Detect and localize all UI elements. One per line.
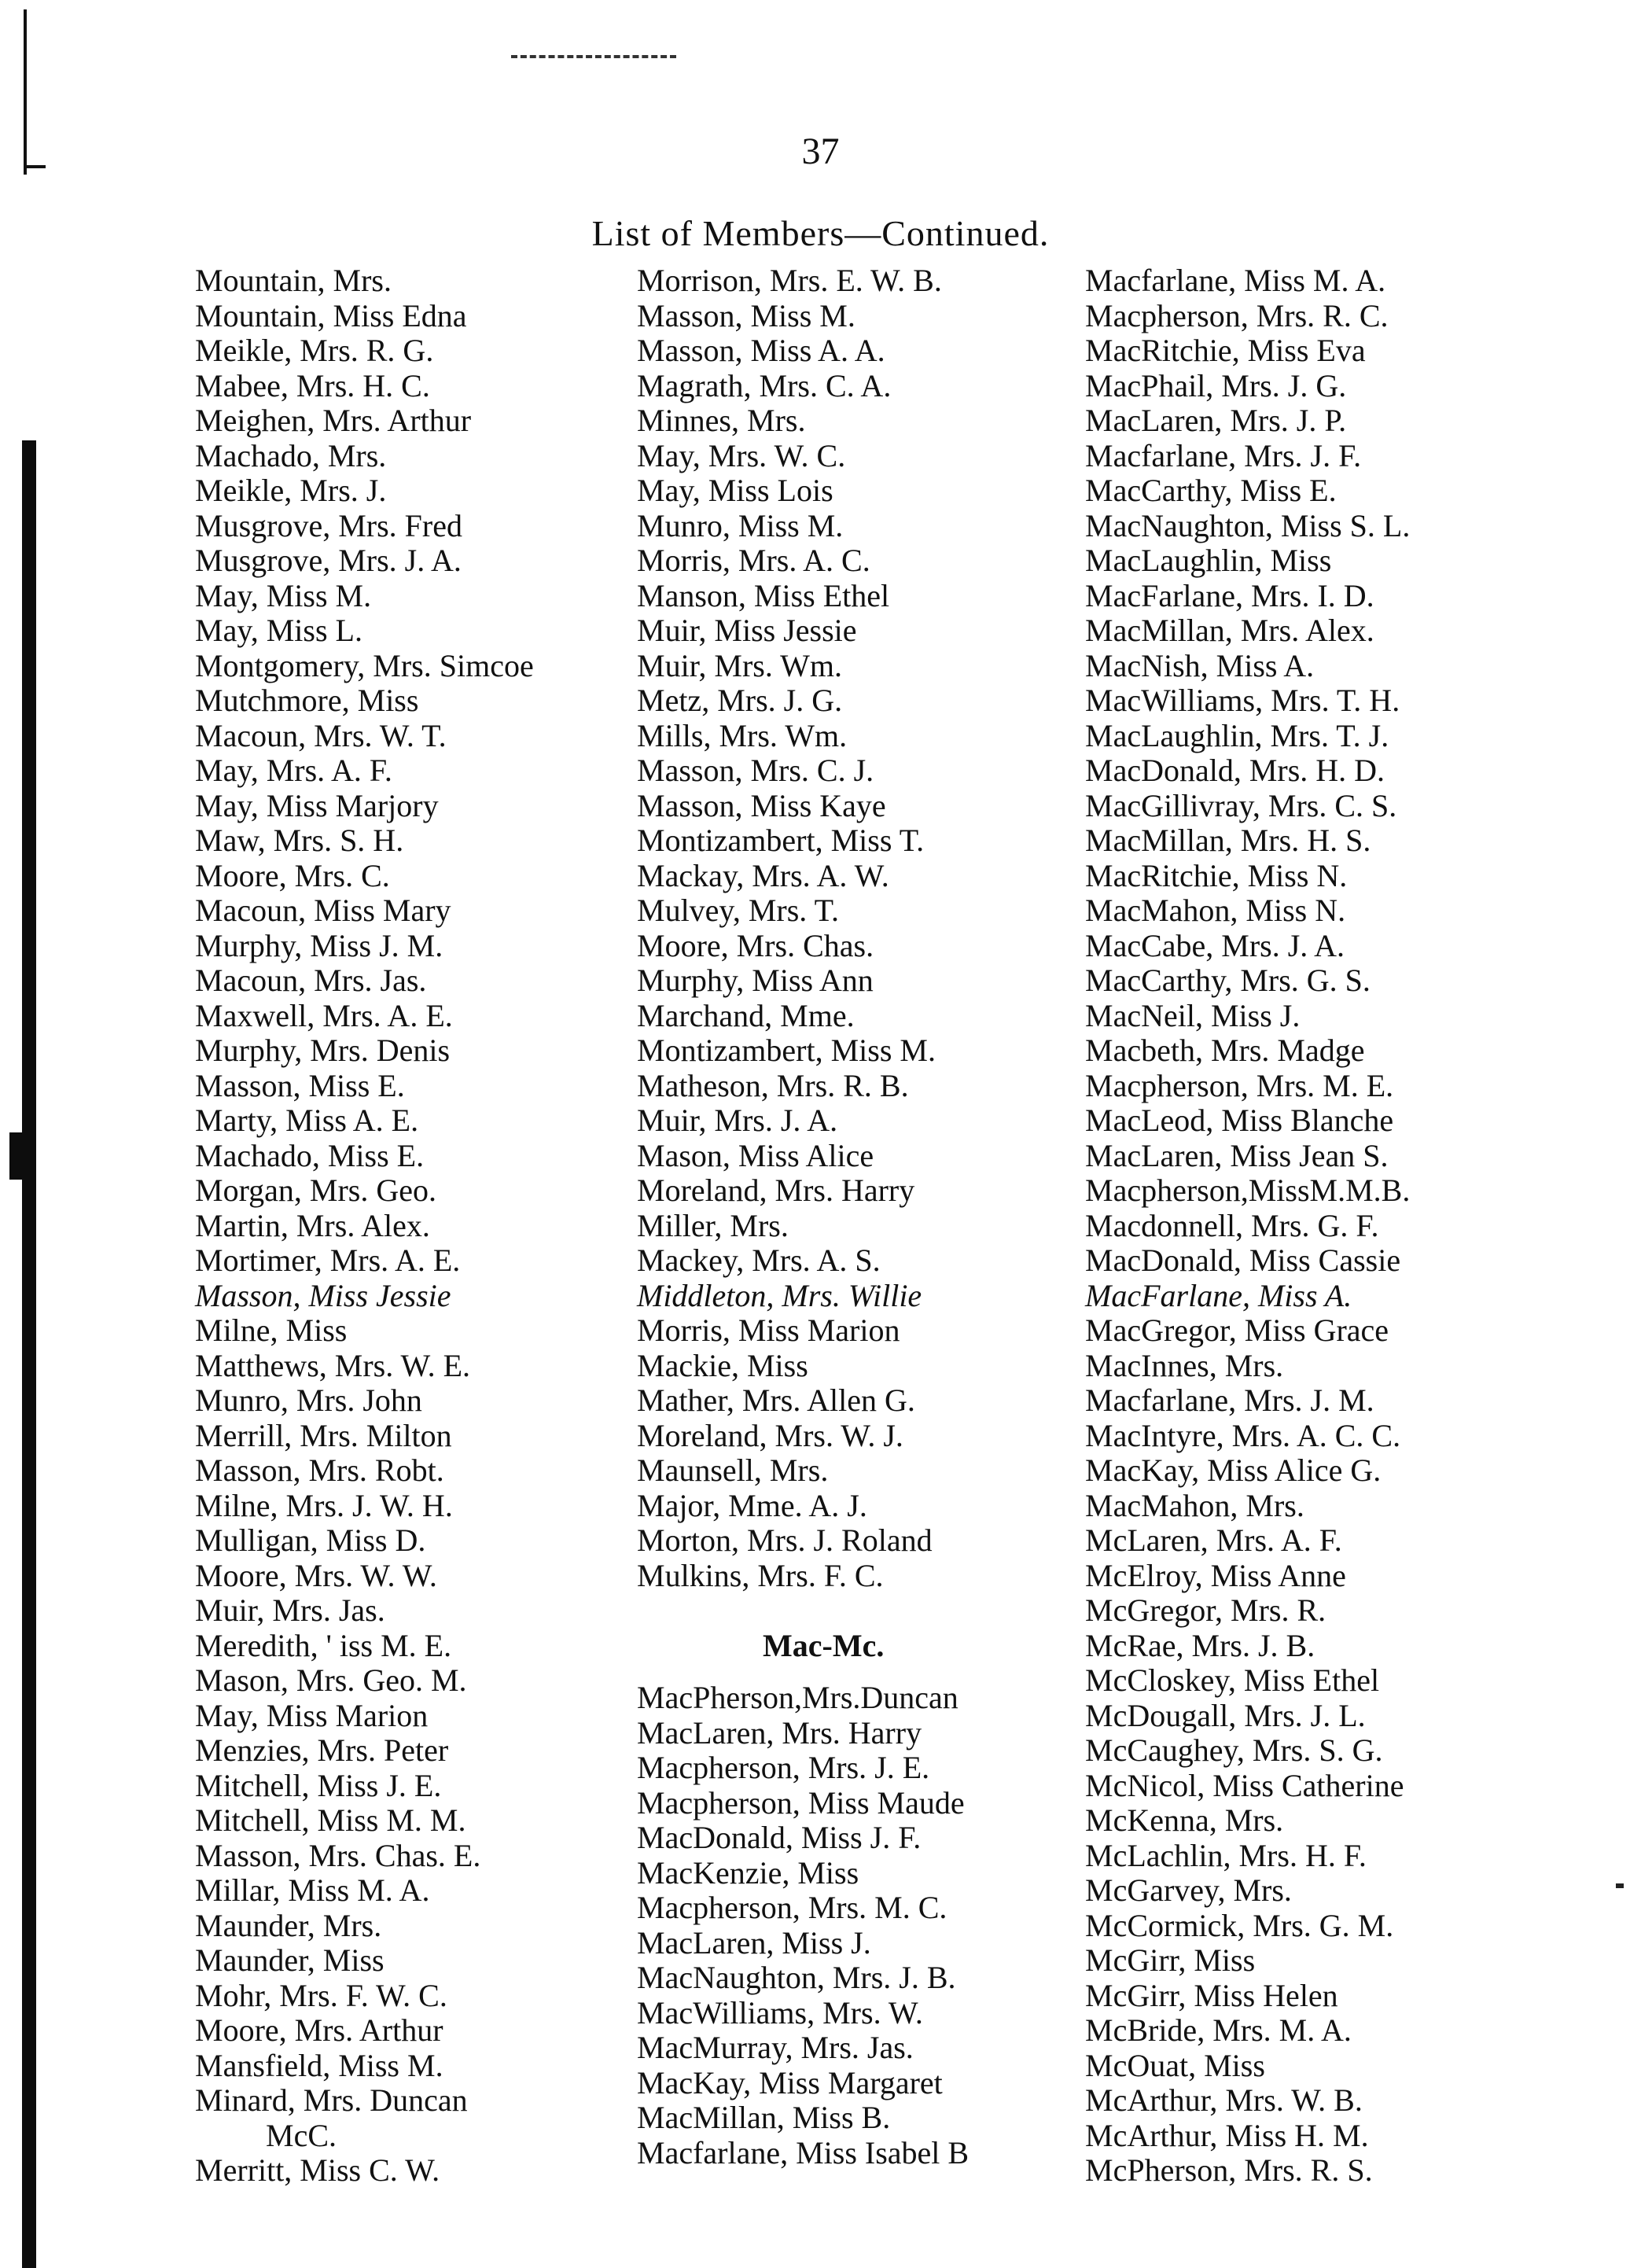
- member-entry: McLaren, Mrs. A. F.: [1085, 1522, 1342, 1558]
- edge-dot: [1616, 1883, 1624, 1888]
- member-entry: Meredith, ' iss M. E.: [195, 1627, 452, 1663]
- member-entry: Moreland, Mrs. W. J.: [637, 1417, 903, 1453]
- member-entry: Maw, Mrs. S. H.: [195, 823, 404, 858]
- member-entry: Montizambert, Miss T.: [637, 823, 925, 858]
- member-entry: Macpherson, Miss Maude: [637, 1784, 965, 1821]
- member-column-left: [195, 263, 534, 2189]
- member-entry: Matthews, Mrs. W. E.: [195, 1347, 470, 1383]
- member-entry: MacLaren, Miss J.: [637, 1924, 871, 1961]
- member-entry: Mitchell, Miss M. M.: [195, 1802, 466, 1838]
- member-entry: Moreland, Mrs. Harry: [637, 1173, 915, 1208]
- member-entry: MacDonald, Miss Cassie: [1085, 1243, 1401, 1278]
- member-entry: Macfarlane, Miss M. A.: [1085, 263, 1386, 298]
- section-subheading: Mac-Mc.: [763, 1627, 885, 1663]
- member-entry: Mulligan, Miss D.: [195, 1522, 426, 1558]
- member-entry: MacMillan, Miss B.: [637, 2100, 891, 2135]
- member-entry: Magrath, Mrs. C. A.: [637, 367, 892, 403]
- member-entry: Major, Mme. A. J.: [637, 1487, 867, 1523]
- member-entry: McArthur, Mrs. W. B.: [1085, 2082, 1363, 2118]
- member-entry: Mitchell, Miss J. E.: [195, 1767, 442, 1803]
- member-entry: McGirr, Miss: [1085, 1942, 1256, 1978]
- member-entry: Macbeth, Mrs. Madge: [1085, 1033, 1365, 1068]
- member-entry: McNicol, Miss Catherine: [1085, 1767, 1404, 1803]
- member-entry: Mortimer, Mrs. A. E.: [195, 1243, 461, 1278]
- page-heading: List of Members—Continued.: [591, 213, 1050, 253]
- member-entry: May, Mrs. A. F.: [195, 753, 392, 788]
- member-entry: MacLaughlin, Mrs. T. J.: [1085, 717, 1389, 753]
- member-entry: MacKenzie, Miss: [637, 1854, 859, 1891]
- member-entry: Merritt, Miss C. W.: [195, 2152, 440, 2188]
- member-entry: Minard, Mrs. Duncan: [195, 2082, 468, 2118]
- member-entry: McCormick, Mrs. G. M.: [1085, 1907, 1394, 1943]
- member-entry: Macoun, Mrs. W. T.: [195, 717, 447, 753]
- member-entry: Masson, Miss Kaye: [637, 787, 886, 823]
- member-entry: May, Miss M.: [195, 577, 372, 613]
- member-entry: MacNaughton, Miss S. L.: [1085, 507, 1411, 543]
- member-entry: MacMahon, Mrs.: [1085, 1487, 1304, 1523]
- member-entry: Mohr, Mrs. F. W. C.: [195, 1977, 447, 2013]
- member-entry: May, Miss Marion: [195, 1697, 429, 1733]
- member-entry: Muir, Mrs. J. A.: [637, 1103, 838, 1138]
- member-entry: Maunsell, Mrs.: [637, 1452, 829, 1488]
- member-entry: MacNish, Miss A.: [1085, 647, 1315, 683]
- member-entry: MacGillivray, Mrs. C. S.: [1085, 787, 1397, 823]
- member-entry: Moore, Mrs. Chas.: [637, 927, 874, 963]
- member-entry: Morrison, Mrs. E. W. B.: [637, 263, 942, 298]
- member-entry: Morgan, Mrs. Geo.: [195, 1173, 437, 1208]
- member-entry: MacCarthy, Miss E.: [1085, 473, 1337, 508]
- member-entry: MacMurray, Mrs. Jas.: [637, 2030, 914, 2065]
- member-entry: MacMahon, Miss N.: [1085, 893, 1346, 928]
- member-entry: Millar, Miss M. A.: [195, 1872, 430, 1908]
- member-entry: Mackay, Mrs. A. W.: [637, 857, 889, 893]
- member-entry: MacFarlane, Miss A.: [1085, 1277, 1352, 1313]
- member-entry: Macfarlane, Mrs. J. F.: [1085, 437, 1362, 473]
- member-entry: Muir, Mrs. Wm.: [637, 647, 842, 683]
- member-entry: MacLaren, Mrs. J. P.: [1085, 403, 1347, 438]
- member-entry: Meighen, Mrs. Arthur: [195, 403, 472, 438]
- member-entry: Murphy, Mrs. Denis: [195, 1033, 451, 1068]
- member-entry: Mansfield, Miss M.: [195, 2047, 443, 2083]
- member-entry: Middleton, Mrs. Willie: [637, 1277, 922, 1313]
- member-entry: Metz, Mrs. J. G.: [637, 683, 843, 718]
- member-entry: Macpherson, Mrs. R. C.: [1085, 297, 1389, 333]
- member-entry: MacInnes, Mrs.: [1085, 1347, 1284, 1383]
- member-entry: MacNaughton, Mrs. J. B.: [637, 1960, 956, 1995]
- member-entry: Marchand, Mme.: [637, 997, 855, 1033]
- member-entry: McBride, Mrs. M. A.: [1085, 2012, 1352, 2048]
- spacer: [637, 1593, 969, 1629]
- member-entry: Moore, Mrs. C.: [195, 857, 390, 893]
- member-entry: Milne, Miss: [195, 1313, 348, 1348]
- member-entry: MacKay, Miss Margaret: [637, 2064, 943, 2100]
- member-entry: Miller, Mrs.: [637, 1207, 789, 1243]
- member-entry: MacPherson,Mrs.Duncan: [637, 1680, 958, 1715]
- page-number: 37: [801, 131, 840, 172]
- member-entry: Macoun, Miss Mary: [195, 893, 451, 928]
- member-entry: MacWilliams, Mrs. T. H.: [1085, 683, 1400, 718]
- member-entry: Machado, Mrs.: [195, 437, 387, 473]
- member-entry: MacRitchie, Miss Eva: [1085, 333, 1366, 368]
- member-entry: McDougall, Mrs. J. L.: [1085, 1697, 1366, 1733]
- member-entry: Meikle, Mrs. R. G.: [195, 333, 434, 368]
- member-entry: Maunder, Mrs.: [195, 1907, 382, 1943]
- member-entry: MacGregor, Miss Grace: [1085, 1313, 1389, 1348]
- member-entry: Moore, Mrs. Arthur: [195, 2012, 443, 2048]
- member-entry: Macpherson, Mrs. M. E.: [1085, 1067, 1394, 1103]
- member-entry: Maunder, Miss: [195, 1942, 384, 1978]
- member-entry: Morton, Mrs. J. Roland: [637, 1522, 933, 1558]
- member-entry: MacDonald, Miss J. F.: [637, 1820, 922, 1855]
- member-entry: Murphy, Miss J. M.: [195, 927, 443, 963]
- member-entry: McElroy, Miss Anne: [1085, 1557, 1346, 1593]
- member-entry: Macpherson, Mrs. M. C.: [637, 1890, 947, 1925]
- member-entry: MacLaren, Mrs. Harry: [637, 1714, 922, 1751]
- member-entry: Matheson, Mrs. R. B.: [637, 1067, 909, 1103]
- member-entry: Mulkins, Mrs. F. C.: [637, 1557, 884, 1593]
- member-entry: Milne, Mrs. J. W. H.: [195, 1487, 453, 1523]
- member-entry: Montizambert, Miss M.: [637, 1033, 936, 1068]
- member-entry: Machado, Miss E.: [195, 1137, 425, 1173]
- member-entry: MacLaughlin, Miss: [1085, 543, 1332, 578]
- member-entry: Macpherson, Mrs. J. E.: [637, 1750, 930, 1785]
- member-entry: MacIntyre, Mrs. A. C. C.: [1085, 1417, 1401, 1453]
- member-entry: McArthur, Miss H. M.: [1085, 2117, 1369, 2153]
- member-entry: Masson, Mrs. Chas. E.: [195, 1837, 481, 1873]
- member-entry: Masson, Miss Jessie: [195, 1277, 451, 1313]
- member-entry: MacCabe, Mrs. J. A.: [1085, 927, 1345, 963]
- member-entry: McPherson, Mrs. R. S.: [1085, 2152, 1373, 2188]
- member-entry: Muir, Mrs. Jas.: [195, 1592, 385, 1628]
- member-entry: Maxwell, Mrs. A. E.: [195, 997, 453, 1033]
- member-entry: McCaughey, Mrs. S. G.: [1085, 1732, 1383, 1768]
- member-entry: Macfarlane, Mrs. J. M.: [1085, 1383, 1374, 1418]
- member-entry: May, Mrs. W. C.: [637, 437, 846, 473]
- member-entry: Meikle, Mrs. J.: [195, 473, 387, 508]
- member-entry: Masson, Miss M.: [637, 297, 855, 333]
- member-entry: MacMillan, Mrs. H. S.: [1085, 823, 1371, 858]
- member-entry: Mather, Mrs. Allen G.: [637, 1383, 915, 1418]
- member-entry: McC.: [266, 2117, 337, 2153]
- member-entry: MacMillan, Mrs. Alex.: [1085, 613, 1374, 648]
- member-entry: Munro, Mrs. John: [195, 1383, 422, 1418]
- member-entry: Minnes, Mrs.: [637, 403, 806, 438]
- member-entry: MacLeod, Miss Blanche: [1085, 1103, 1394, 1138]
- member-entry: Murphy, Miss Ann: [637, 963, 874, 998]
- member-entry: MacCarthy, Mrs. G. S.: [1085, 963, 1371, 998]
- member-entry: McGarvey, Mrs.: [1085, 1872, 1292, 1908]
- member-entry: Moore, Mrs. W. W.: [195, 1557, 437, 1593]
- scan-dash-mark: [511, 55, 676, 63]
- member-entry: MacRitchie, Miss N.: [1085, 857, 1348, 893]
- member-column-right: [1085, 263, 1410, 2189]
- member-entry: McRae, Mrs. J. B.: [1085, 1627, 1315, 1663]
- member-entry: Mason, Miss Alice: [637, 1137, 874, 1173]
- member-entry: MacFarlane, Mrs. I. D.: [1085, 577, 1374, 613]
- member-entry: McKenna, Mrs.: [1085, 1802, 1284, 1838]
- member-entry: MacPhail, Mrs. J. G.: [1085, 367, 1347, 403]
- binding-shadow: [22, 440, 36, 2268]
- member-entry: Mills, Mrs. Wm.: [637, 717, 848, 753]
- member-entry: Masson, Miss E.: [195, 1067, 405, 1103]
- member-entry: Mountain, Miss Edna: [195, 297, 467, 333]
- member-entry: Munro, Miss M.: [637, 507, 844, 543]
- member-entry: Morris, Mrs. A. C.: [637, 543, 870, 578]
- member-entry: Mulvey, Mrs. T.: [637, 893, 840, 928]
- member-entry: May, Miss L.: [195, 613, 362, 648]
- member-entry: McLachlin, Mrs. H. F.: [1085, 1837, 1367, 1873]
- member-entry: McGregor, Mrs. R.: [1085, 1592, 1326, 1628]
- member-entry: Masson, Mrs. Robt.: [195, 1452, 444, 1488]
- member-entry: Mutchmore, Miss: [195, 683, 419, 718]
- member-entry: Mountain, Mrs.: [195, 263, 392, 298]
- member-entry: McOuat, Miss: [1085, 2047, 1265, 2083]
- member-entry: Macfarlane, Miss Isabel B: [637, 2134, 970, 2170]
- member-entry: Macoun, Mrs. Jas.: [195, 963, 427, 998]
- spacer: [637, 1663, 969, 1681]
- member-entry: Macpherson,MissM.M.B.: [1085, 1173, 1411, 1208]
- member-entry: MacNeil, Miss J.: [1085, 997, 1301, 1033]
- member-entry: Mason, Mrs. Geo. M.: [195, 1662, 467, 1698]
- member-column-middle: [637, 263, 969, 2170]
- member-entry: Mabee, Mrs. H. C.: [195, 367, 430, 403]
- member-entry: Manson, Miss Ethel: [637, 577, 890, 613]
- member-entry: Musgrove, Mrs. J. A.: [195, 543, 462, 578]
- member-entry: May, Miss Lois: [637, 473, 833, 508]
- member-entry: MacLaren, Miss Jean S.: [1085, 1137, 1389, 1173]
- member-entry: MacWilliams, Mrs. W.: [637, 1994, 923, 2031]
- member-entry: MacKay, Miss Alice G.: [1085, 1452, 1382, 1488]
- member-entry: Merrill, Mrs. Milton: [195, 1417, 452, 1453]
- member-entry: McCloskey, Miss Ethel: [1085, 1662, 1380, 1698]
- member-entry: May, Miss Marjory: [195, 787, 439, 823]
- member-entry: Mackey, Mrs. A. S.: [637, 1243, 881, 1278]
- member-entry: Masson, Miss A. A.: [637, 333, 885, 368]
- member-entry: Montgomery, Mrs. Simcoe: [195, 647, 534, 683]
- member-entry: MacDonald, Mrs. H. D.: [1085, 753, 1385, 788]
- member-entry: Martin, Mrs. Alex.: [195, 1207, 430, 1243]
- member-entry: Mackie, Miss: [637, 1347, 808, 1383]
- member-entry: McGirr, Miss Helen: [1085, 1977, 1338, 2013]
- member-entry: Masson, Mrs. C. J.: [637, 753, 874, 788]
- member-entry: Muir, Miss Jessie: [637, 613, 857, 648]
- binding-mark: [9, 1132, 36, 1180]
- member-entry: Morris, Miss Marion: [637, 1313, 900, 1348]
- member-entry: Macdonnell, Mrs. G. F.: [1085, 1207, 1379, 1243]
- member-entry: Menzies, Mrs. Peter: [195, 1732, 449, 1768]
- member-entry: Musgrove, Mrs. Fred: [195, 507, 462, 543]
- member-entry: Marty, Miss A. E.: [195, 1103, 419, 1138]
